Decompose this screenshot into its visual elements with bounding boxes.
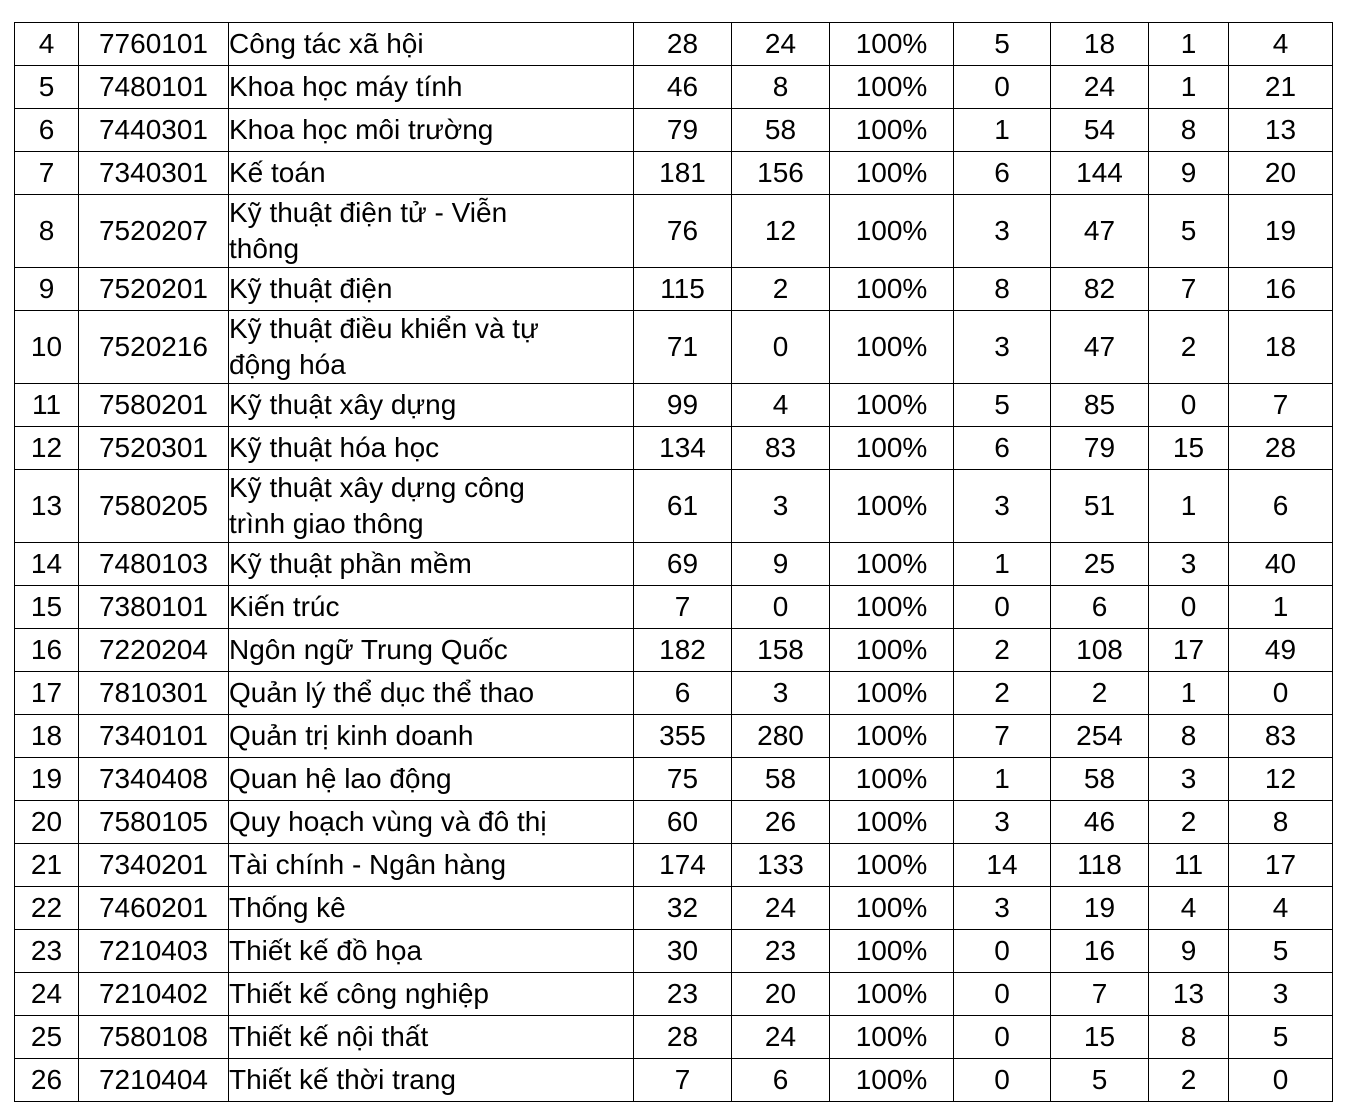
cell-value-4: 85 [1051,384,1149,427]
cell-value-3: 2 [954,629,1051,672]
cell-value-6: 0 [1229,672,1333,715]
cell-name: Ngôn ngữ Trung Quốc [229,629,634,672]
cell-name-line: động hóa [229,349,346,380]
cell-name: Kỹ thuật phần mềm [229,543,634,586]
cell-percent: 100% [830,23,954,66]
cell-name: Công tác xã hội [229,23,634,66]
cell-value-4: 54 [1051,109,1149,152]
cell-stt: 25 [15,1016,79,1059]
cell-name: Tài chính - Ngân hàng [229,844,634,887]
cell-value-2: 83 [732,427,830,470]
cell-value-5: 15 [1149,427,1229,470]
cell-value-2: 58 [732,109,830,152]
cell-value-6: 5 [1229,1016,1333,1059]
cell-value-5: 9 [1149,930,1229,973]
table-row [15,311,1333,384]
cell-stt: 13 [15,470,79,543]
cell-value-2: 24 [732,23,830,66]
cell-value-1: 355 [634,715,732,758]
cell-value-3: 7 [954,715,1051,758]
cell-name: Thiết kế đồ họa [229,930,634,973]
cell-name: Quy hoạch vùng và đô thị [229,801,634,844]
cell-percent: 100% [830,1016,954,1059]
table-row [15,152,1333,195]
cell-value-5: 1 [1149,23,1229,66]
cell-code: 7580108 [79,1016,229,1059]
cell-value-4: 24 [1051,66,1149,109]
cell-value-3: 0 [954,1016,1051,1059]
cell-stt: 26 [15,1059,79,1102]
cell-name [229,195,634,268]
cell-value-3: 3 [954,801,1051,844]
cell-code: 7580105 [79,801,229,844]
cell-value-6: 28 [1229,427,1333,470]
cell-code: 7520301 [79,427,229,470]
cell-value-2: 24 [732,1016,830,1059]
cell-percent: 100% [830,152,954,195]
cell-code: 7760101 [79,23,229,66]
cell-value-3: 0 [954,586,1051,629]
cell-value-5: 4 [1149,887,1229,930]
cell-percent: 100% [830,844,954,887]
cell-percent: 100% [830,973,954,1016]
cell-value-3: 2 [954,672,1051,715]
cell-name-line: trình giao thông [229,508,424,539]
cell-stt: 11 [15,384,79,427]
cell-value-4: 19 [1051,887,1149,930]
cell-value-4: 51 [1051,470,1149,543]
cell-value-6: 13 [1229,109,1333,152]
cell-value-2: 158 [732,629,830,672]
table-row [15,973,1333,1016]
cell-value-6: 40 [1229,543,1333,586]
cell-value-2: 26 [732,801,830,844]
cell-value-5: 3 [1149,758,1229,801]
cell-percent: 100% [830,758,954,801]
table-row [15,195,1333,268]
data-table [14,22,1333,1102]
cell-stt: 15 [15,586,79,629]
cell-code: 7220204 [79,629,229,672]
cell-value-6: 21 [1229,66,1333,109]
cell-stt: 7 [15,152,79,195]
cell-stt: 22 [15,887,79,930]
cell-stt: 14 [15,543,79,586]
cell-stt: 5 [15,66,79,109]
cell-value-1: 7 [634,586,732,629]
cell-value-1: 30 [634,930,732,973]
cell-name: Khoa học môi trường [229,109,634,152]
cell-name: Khoa học máy tính [229,66,634,109]
cell-stt: 9 [15,268,79,311]
cell-value-6: 0 [1229,1059,1333,1102]
cell-value-4: 18 [1051,23,1149,66]
cell-name [229,470,634,543]
cell-value-6: 18 [1229,311,1333,384]
cell-percent: 100% [830,1059,954,1102]
table-row [15,930,1333,973]
cell-value-2: 0 [732,311,830,384]
cell-code: 7580201 [79,384,229,427]
cell-stt: 17 [15,672,79,715]
table-row [15,384,1333,427]
cell-percent: 100% [830,109,954,152]
cell-value-1: 23 [634,973,732,1016]
cell-value-3: 0 [954,930,1051,973]
table-row [15,629,1333,672]
cell-value-4: 2 [1051,672,1149,715]
cell-value-6: 4 [1229,23,1333,66]
cell-value-6: 8 [1229,801,1333,844]
cell-value-4: 47 [1051,311,1149,384]
cell-value-4: 108 [1051,629,1149,672]
table-row [15,1059,1333,1102]
cell-value-3: 0 [954,66,1051,109]
cell-percent: 100% [830,887,954,930]
table-row [15,844,1333,887]
cell-value-6: 20 [1229,152,1333,195]
cell-value-5: 7 [1149,268,1229,311]
cell-code: 7440301 [79,109,229,152]
cell-value-1: 182 [634,629,732,672]
cell-value-3: 0 [954,973,1051,1016]
cell-value-5: 1 [1149,470,1229,543]
cell-percent: 100% [830,586,954,629]
cell-value-1: 7 [634,1059,732,1102]
cell-value-2: 23 [732,930,830,973]
cell-value-2: 0 [732,586,830,629]
cell-value-6: 17 [1229,844,1333,887]
cell-stt: 12 [15,427,79,470]
table-row [15,672,1333,715]
cell-value-2: 8 [732,66,830,109]
cell-name: Quản lý thể dục thể thao [229,672,634,715]
cell-value-1: 46 [634,66,732,109]
cell-code: 7460201 [79,887,229,930]
cell-name: Thiết kế thời trang [229,1059,634,1102]
cell-value-2: 20 [732,973,830,1016]
cell-value-4: 15 [1051,1016,1149,1059]
cell-code: 7210402 [79,973,229,1016]
cell-value-5: 11 [1149,844,1229,887]
cell-value-5: 2 [1149,1059,1229,1102]
cell-value-5: 1 [1149,672,1229,715]
cell-value-3: 3 [954,195,1051,268]
cell-value-4: 58 [1051,758,1149,801]
cell-value-6: 12 [1229,758,1333,801]
cell-name: Kế toán [229,152,634,195]
cell-value-3: 1 [954,109,1051,152]
cell-code: 7810301 [79,672,229,715]
cell-name-line: Kỹ thuật điện tử - Viễn [229,197,508,228]
cell-percent: 100% [830,384,954,427]
cell-stt: 24 [15,973,79,1016]
table-row [15,715,1333,758]
cell-value-3: 5 [954,23,1051,66]
table-body [15,23,1333,1102]
cell-value-2: 24 [732,887,830,930]
table-row [15,801,1333,844]
table-row [15,758,1333,801]
cell-stt: 16 [15,629,79,672]
cell-value-2: 58 [732,758,830,801]
cell-value-6: 1 [1229,586,1333,629]
cell-value-1: 181 [634,152,732,195]
cell-code: 7480101 [79,66,229,109]
cell-value-1: 79 [634,109,732,152]
table-row [15,470,1333,543]
cell-value-1: 174 [634,844,732,887]
table-row [15,109,1333,152]
cell-code: 7580205 [79,470,229,543]
cell-value-4: 7 [1051,973,1149,1016]
cell-code: 7340408 [79,758,229,801]
table-row [15,268,1333,311]
cell-value-6: 83 [1229,715,1333,758]
cell-value-4: 82 [1051,268,1149,311]
cell-name: Kỹ thuật điện [229,268,634,311]
cell-name-line: Kỹ thuật xây dựng công [229,472,525,503]
cell-value-6: 6 [1229,470,1333,543]
cell-value-6: 5 [1229,930,1333,973]
cell-stt: 10 [15,311,79,384]
cell-value-4: 6 [1051,586,1149,629]
cell-value-1: 28 [634,23,732,66]
cell-code: 7340301 [79,152,229,195]
cell-stt: 4 [15,23,79,66]
cell-percent: 100% [830,801,954,844]
table-row [15,66,1333,109]
cell-percent: 100% [830,268,954,311]
cell-percent: 100% [830,427,954,470]
cell-value-6: 7 [1229,384,1333,427]
cell-value-3: 6 [954,152,1051,195]
cell-value-5: 13 [1149,973,1229,1016]
cell-code: 7380101 [79,586,229,629]
cell-name: Thống kê [229,887,634,930]
table-row [15,586,1333,629]
cell-value-3: 6 [954,427,1051,470]
cell-value-2: 133 [732,844,830,887]
cell-percent: 100% [830,311,954,384]
table-row [15,543,1333,586]
cell-value-4: 16 [1051,930,1149,973]
cell-name: Thiết kế công nghiệp [229,973,634,1016]
cell-value-1: 61 [634,470,732,543]
cell-value-2: 2 [732,268,830,311]
cell-value-5: 8 [1149,715,1229,758]
cell-value-6: 3 [1229,973,1333,1016]
cell-value-3: 3 [954,470,1051,543]
cell-value-5: 17 [1149,629,1229,672]
cell-code: 7210404 [79,1059,229,1102]
cell-value-3: 3 [954,311,1051,384]
cell-percent: 100% [830,715,954,758]
cell-value-4: 46 [1051,801,1149,844]
cell-value-1: 6 [634,672,732,715]
cell-value-1: 75 [634,758,732,801]
cell-value-5: 0 [1149,586,1229,629]
cell-value-1: 60 [634,801,732,844]
cell-percent: 100% [830,195,954,268]
cell-value-1: 71 [634,311,732,384]
cell-name-line: thông [229,233,300,264]
cell-name: Kỹ thuật xây dựng [229,384,634,427]
cell-value-1: 32 [634,887,732,930]
table-row [15,427,1333,470]
cell-value-4: 47 [1051,195,1149,268]
cell-code: 7340101 [79,715,229,758]
cell-value-5: 5 [1149,195,1229,268]
table-row [15,1016,1333,1059]
cell-value-4: 118 [1051,844,1149,887]
cell-stt: 21 [15,844,79,887]
cell-percent: 100% [830,66,954,109]
cell-value-2: 156 [732,152,830,195]
cell-name: Kiến trúc [229,586,634,629]
cell-code: 7520216 [79,311,229,384]
cell-percent: 100% [830,672,954,715]
cell-value-3: 5 [954,384,1051,427]
cell-value-3: 14 [954,844,1051,887]
cell-value-1: 115 [634,268,732,311]
cell-name [229,311,634,384]
cell-value-2: 3 [732,672,830,715]
cell-value-1: 134 [634,427,732,470]
cell-code: 7210403 [79,930,229,973]
cell-value-5: 8 [1149,109,1229,152]
cell-name: Quản trị kinh doanh [229,715,634,758]
cell-stt: 23 [15,930,79,973]
cell-stt: 18 [15,715,79,758]
cell-code: 7520207 [79,195,229,268]
cell-value-3: 1 [954,758,1051,801]
cell-value-2: 9 [732,543,830,586]
cell-value-3: 0 [954,1059,1051,1102]
cell-value-2: 280 [732,715,830,758]
cell-value-4: 25 [1051,543,1149,586]
cell-name: Quan hệ lao động [229,758,634,801]
cell-value-4: 254 [1051,715,1149,758]
cell-percent: 100% [830,470,954,543]
cell-value-2: 12 [732,195,830,268]
cell-stt: 6 [15,109,79,152]
cell-percent: 100% [830,543,954,586]
cell-code: 7520201 [79,268,229,311]
cell-value-1: 69 [634,543,732,586]
cell-value-3: 1 [954,543,1051,586]
cell-value-5: 1 [1149,66,1229,109]
cell-value-1: 99 [634,384,732,427]
cell-value-2: 3 [732,470,830,543]
cell-value-6: 16 [1229,268,1333,311]
cell-value-6: 49 [1229,629,1333,672]
cell-stt: 20 [15,801,79,844]
cell-value-1: 76 [634,195,732,268]
cell-name: Kỹ thuật hóa học [229,427,634,470]
cell-value-3: 3 [954,887,1051,930]
cell-value-5: 3 [1149,543,1229,586]
cell-percent: 100% [830,629,954,672]
cell-value-5: 8 [1149,1016,1229,1059]
cell-value-3: 8 [954,268,1051,311]
table-row [15,23,1333,66]
cell-code: 7340201 [79,844,229,887]
cell-value-6: 19 [1229,195,1333,268]
cell-value-2: 4 [732,384,830,427]
cell-name-line: Kỹ thuật điều khiển và tự [229,313,539,344]
cell-percent: 100% [830,930,954,973]
cell-code: 7480103 [79,543,229,586]
cell-value-4: 144 [1051,152,1149,195]
cell-value-5: 9 [1149,152,1229,195]
cell-name: Thiết kế nội thất [229,1016,634,1059]
cell-stt: 19 [15,758,79,801]
cell-value-4: 79 [1051,427,1149,470]
cell-value-1: 28 [634,1016,732,1059]
cell-value-5: 2 [1149,801,1229,844]
table-row [15,887,1333,930]
cell-value-5: 0 [1149,384,1229,427]
cell-stt: 8 [15,195,79,268]
cell-value-4: 5 [1051,1059,1149,1102]
cell-value-2: 6 [732,1059,830,1102]
cell-value-6: 4 [1229,887,1333,930]
cell-value-5: 2 [1149,311,1229,384]
